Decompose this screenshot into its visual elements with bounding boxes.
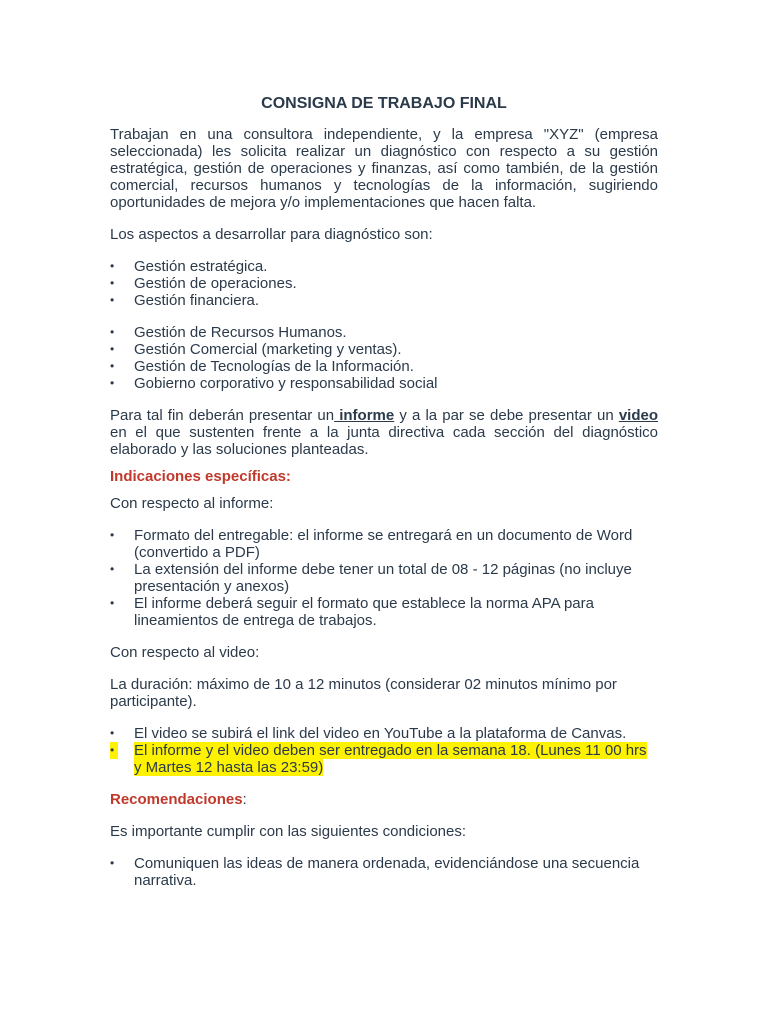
recommendations-heading: Recomendaciones (110, 791, 243, 808)
bullet-icon: • (110, 325, 115, 339)
list-item: • El video se subirá el link del video en YouTube a la plataforma de Canvas. (110, 725, 627, 742)
bullet-icon: • (110, 726, 115, 740)
list-item: • Gestión financiera. (110, 292, 260, 309)
specific-indications-heading: Indicaciones específicas: (110, 468, 291, 485)
recommendations-heading-line: Recomendaciones: (110, 791, 247, 808)
video-list (110, 725, 658, 776)
list-item: • Gestión de Recursos Humanos. (110, 324, 347, 341)
list-item: • El informe deberá seguir el formato que establece la norma APA para lineamientos de entrega de trabajos. (110, 595, 594, 629)
list-item: • Gestión de operaciones. (110, 275, 297, 292)
aspects-intro: Los aspectos a desarrollar para diagnóstico son: (110, 226, 433, 243)
informe-list (110, 527, 658, 629)
video-intro: Con respecto al video: (110, 644, 260, 661)
informe-intro: Con respecto al informe: (110, 495, 274, 512)
list-item: • Gestión Comercial (marketing y ventas). (110, 341, 402, 358)
list-item-highlighted (110, 742, 658, 776)
intro-paragraph: Trabajan en una consultora independiente, y la empresa "XYZ" (empresa seleccionada) les solicita realizar un diagnóstico con respecto a su gestión estratégica, gestión de operaciones y finanzas, así como también, de la gestión comercial, recursos humanos y tecnologías de la información, sugiriendo oportunidades de mejora y/o implementaciones que hacen falta. (110, 126, 658, 211)
document-title: CONSIGNA DE TRABAJO FINAL (261, 95, 507, 112)
deadline-highlight: El informe y el video deben ser entregado en la semana 18. (Lunes 11 00 hrs y Martes 12 hasta las 23:59) (134, 742, 647, 776)
bullet-icon: • (110, 528, 115, 542)
duration-paragraph: La duración: máximo de 10 a 12 minutos (considerar 02 minutos mínimo por participante). (110, 676, 617, 710)
bullet-icon: • (110, 596, 115, 610)
bullet-icon: • (110, 562, 115, 576)
conditions-intro: Es importante cumplir con las siguientes condiciones: (110, 823, 467, 840)
aspects-list-2 (110, 324, 658, 392)
video-keyword: video (618, 407, 658, 424)
bullet-icon: • (110, 342, 115, 356)
conditions-list (110, 855, 658, 889)
document-page (110, 94, 658, 889)
bullet-icon: • (110, 376, 115, 390)
list-item: • Gestión de Tecnologías de la Información. (110, 358, 414, 375)
bullet-icon: • (110, 276, 115, 290)
list-item: • La extensión del informe debe tener un total de 08 - 12 páginas (no incluye presentación y anexos) (110, 561, 632, 595)
bullet-icon: • (110, 293, 115, 307)
bullet-icon: • (110, 359, 115, 373)
list-item: • Gestión estratégica. (110, 258, 268, 275)
list-item: • Comuniquen las ideas de manera ordenada, evidenciándose una secuencia narrativa. (110, 855, 640, 889)
deliverable-paragraph: Para tal fin deberán presentar un informe y a la par se debe presentar un video en el que sustenten frente a la junta directiva cada sección del diagnóstico elaborado y las soluciones planteadas. (110, 407, 658, 458)
list-item: • Formato del entregable: el informe se entregará en un documento de Word (convertido a PDF) (110, 527, 633, 561)
bullet-icon: • (110, 856, 115, 870)
bullet-icon: • (110, 259, 115, 273)
aspects-list-1 (110, 258, 658, 309)
list-item: • Gobierno corporativo y responsabilidad social (110, 375, 438, 392)
informe-keyword: informe (334, 407, 395, 424)
bullet-icon: • (110, 742, 118, 759)
